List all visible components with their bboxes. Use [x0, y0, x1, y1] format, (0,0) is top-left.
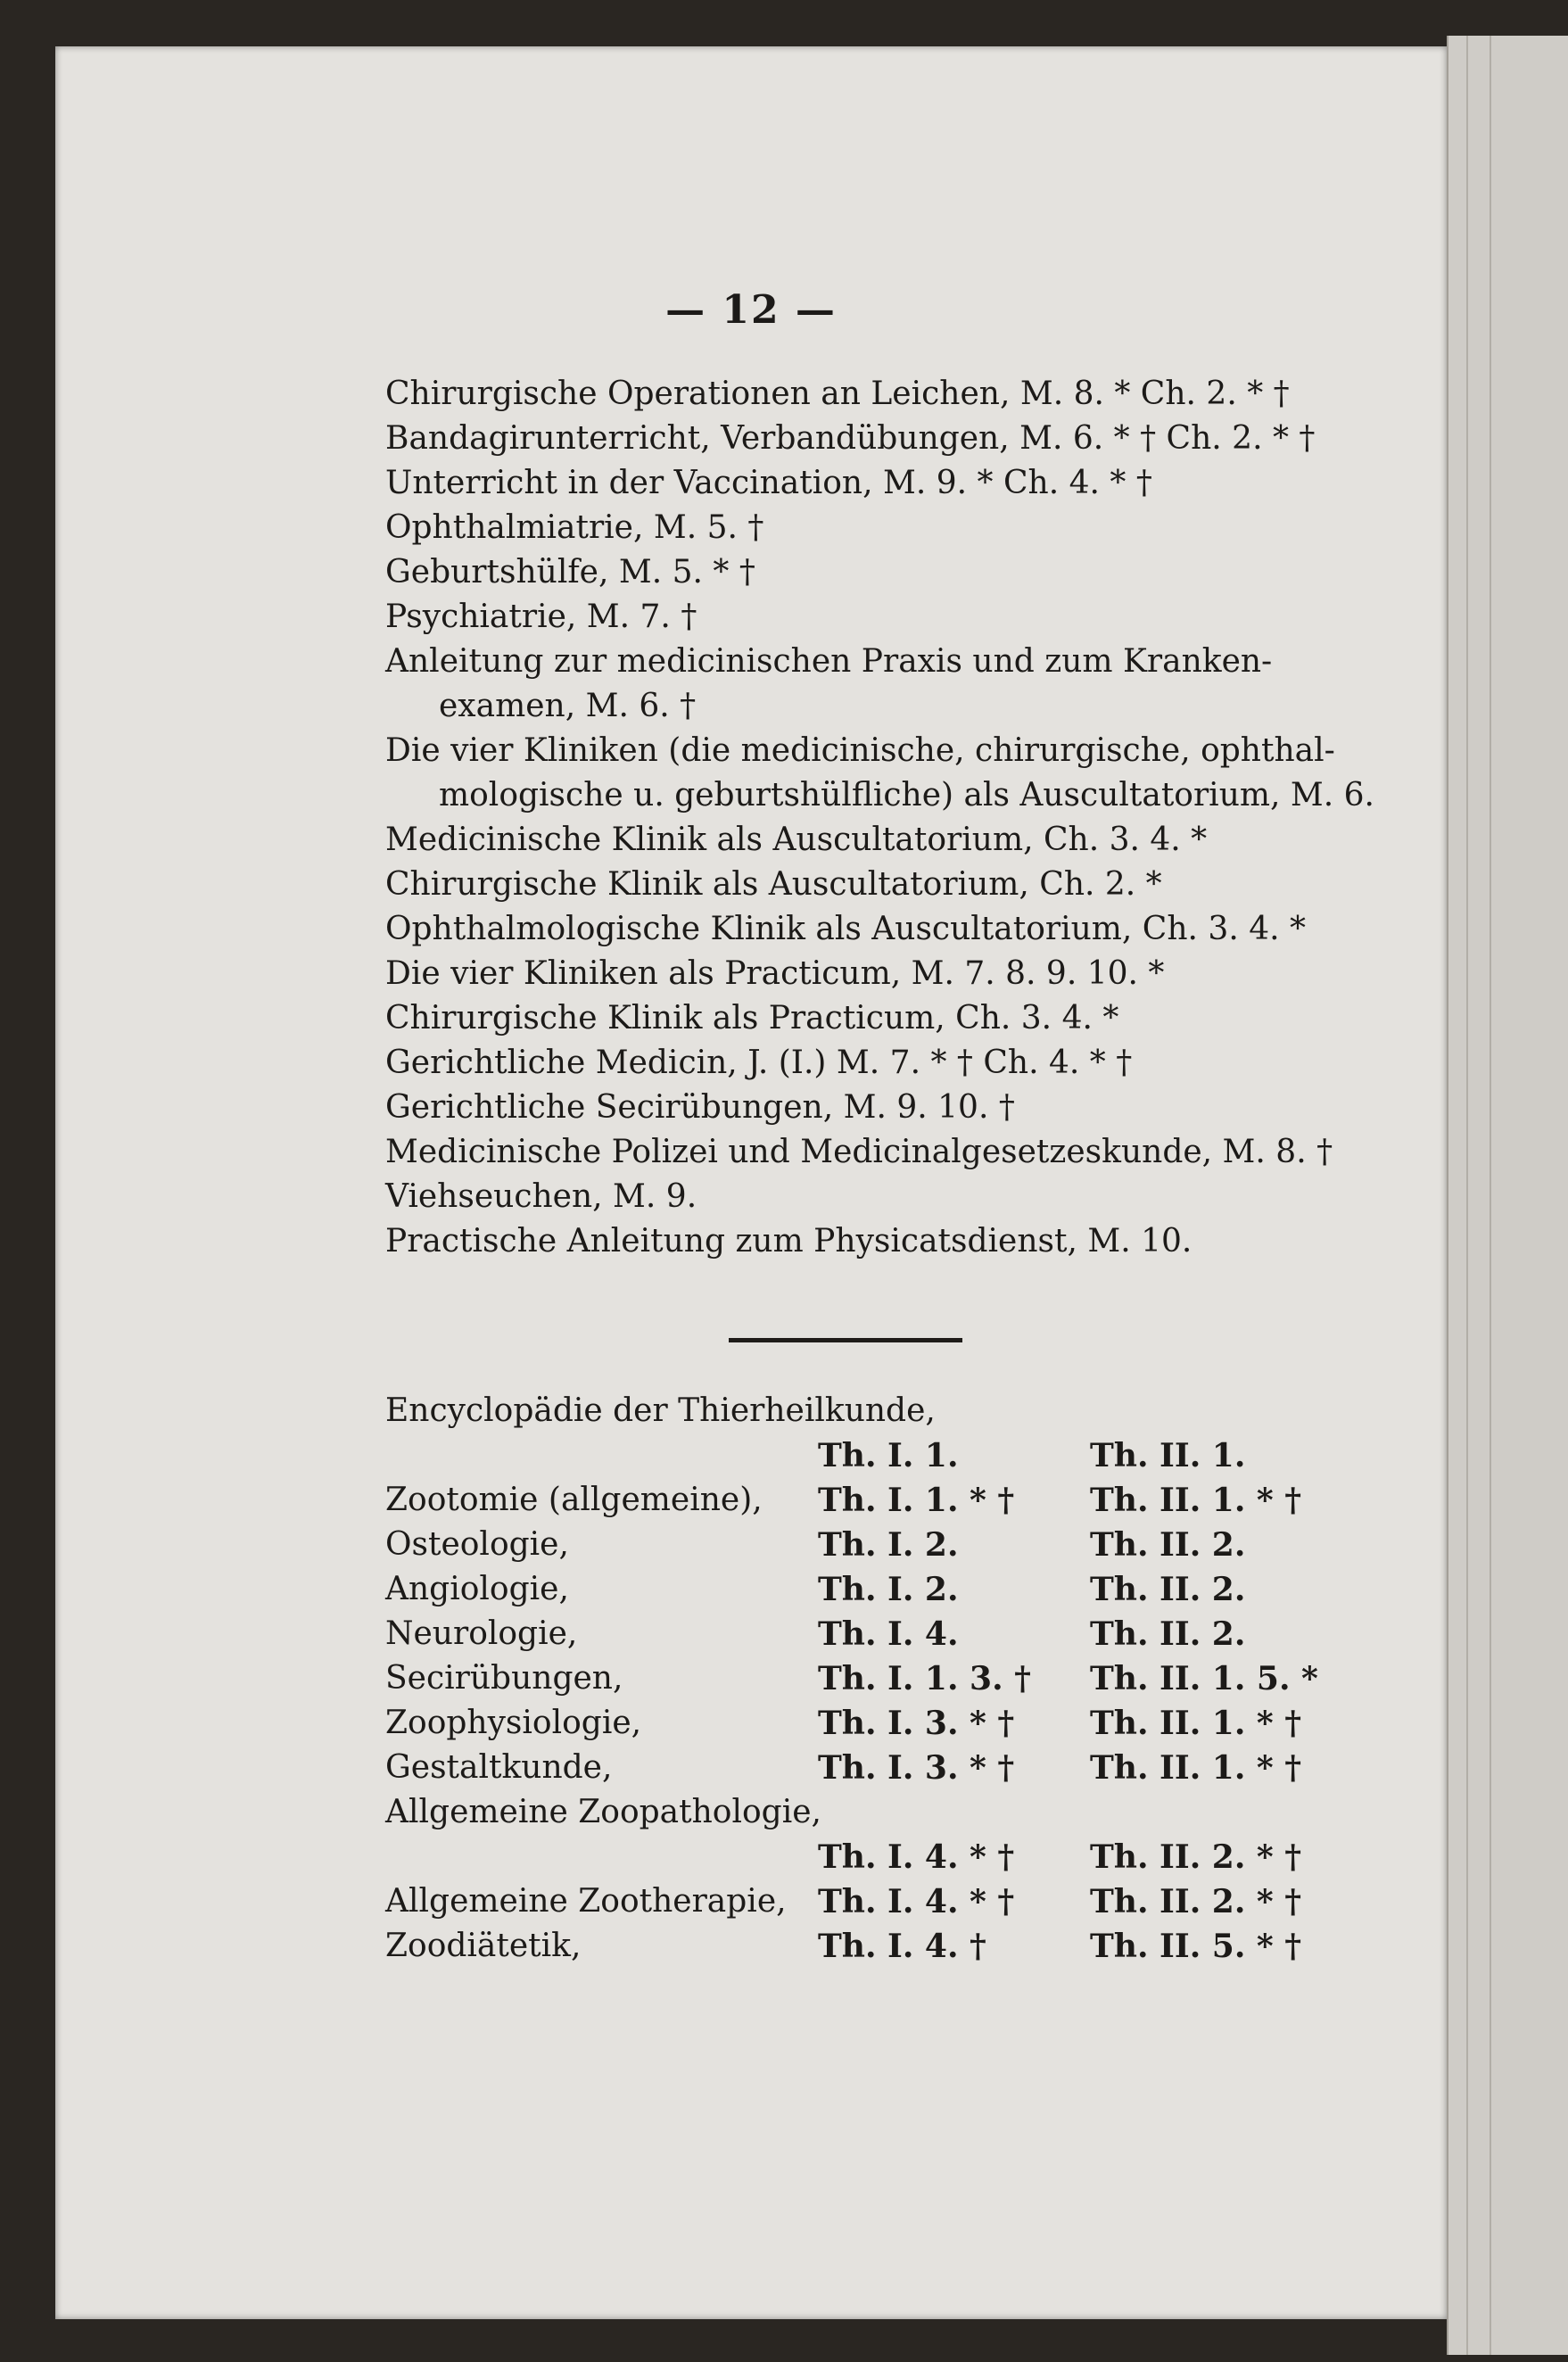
course-name: Zoophysiologie,	[385, 1705, 642, 1741]
table-row	[385, 1433, 1366, 1478]
th-i-cell: Th. I. 4. * †	[818, 1838, 1015, 1876]
text-line: Gerichtliche Medicin, J. (I.) M. 7. * † Ch. 4. * †	[385, 1045, 1133, 1081]
th-i-cell: Th. I. 1.	[818, 1437, 959, 1474]
text-line: examen, M. 6. †	[439, 688, 697, 724]
th-ii-cell: Th. II. 1. * †	[1090, 1482, 1302, 1519]
text-line: Practische Anleitung zum Physicatsdienst, M. 10.	[385, 1223, 1193, 1259]
th-i-cell: Th. I. 1. 3. †	[818, 1660, 1031, 1697]
text-line: Ophthalmiatrie, M. 5. †	[385, 509, 764, 546]
table-row	[385, 1879, 1366, 1924]
table-row	[385, 1790, 1366, 1835]
text-line: Gerichtliche Secirübungen, M. 9. 10. †	[385, 1089, 1015, 1126]
course-name: Secirübungen,	[385, 1660, 623, 1697]
course-name: Zootomie (allgemeine),	[385, 1482, 763, 1518]
veterinary-course-table	[385, 1389, 1366, 1969]
text-line: Psychiatrie, M. 7. †	[385, 599, 697, 635]
th-i-cell: Th. I. 2.	[818, 1526, 959, 1564]
th-i-cell: Th. I. 3. * †	[818, 1749, 1015, 1787]
th-i-cell: Th. I. 4. * †	[818, 1883, 1015, 1920]
course-name: Gestaltkunde,	[385, 1749, 613, 1786]
th-ii-cell: Th. II. 5. * †	[1090, 1928, 1302, 1965]
course-list	[385, 372, 1374, 1264]
book-page	[55, 46, 1447, 2319]
course-name: Allgemeine Zoopathologie,	[385, 1794, 821, 1830]
text-line: Anleitung zur medicinischen Praxis und zum Kranken-	[385, 643, 1273, 680]
text-line: Die vier Kliniken (die medicinische, chirurgische, ophthal-	[385, 732, 1335, 769]
th-ii-cell: Th. II. 1. * †	[1090, 1705, 1302, 1742]
th-ii-cell: Th. II. 2.	[1090, 1571, 1246, 1608]
text-line: Medicinische Polizei und Medicinalgesetzeskunde, M. 8. †	[385, 1134, 1333, 1170]
text-line: Ophthalmologische Klinik als Auscultatorium, Ch. 3. 4. *	[385, 911, 1306, 947]
th-i-cell: Th. I. 1. * †	[818, 1482, 1015, 1519]
text-line: Chirurgische Klinik als Practicum, Ch. 3. 4. *	[385, 1000, 1119, 1036]
course-name: Angiologie,	[385, 1571, 569, 1607]
text-line: Chirurgische Operationen an Leichen, M. 8. * Ch. 2. * †	[385, 376, 1290, 412]
course-name: Osteologie,	[385, 1526, 569, 1563]
th-ii-cell: Th. II. 2.	[1090, 1526, 1246, 1564]
th-i-cell: Th. I. 3. * †	[818, 1705, 1015, 1742]
th-i-cell: Th. I. 4. †	[818, 1928, 986, 1965]
table-row	[385, 1835, 1366, 1879]
th-ii-cell: Th. II. 2. * †	[1090, 1883, 1302, 1920]
text-line: mologische u. geburtshülfliche) als Auscultatorium, M. 6.	[439, 777, 1374, 813]
table-row	[385, 1523, 1366, 1567]
text-line: Chirurgische Klinik als Auscultatorium, Ch. 2. *	[385, 866, 1162, 903]
text-line: Medicinische Klinik als Auscultatorium, Ch. 3. 4. *	[385, 822, 1208, 858]
text-line: Viehseuchen, M. 9.	[385, 1178, 697, 1215]
text-line: Unterricht in der Vaccination, M. 9. * Ch. 4. * †	[385, 465, 1152, 501]
page-number: — 12 —	[665, 287, 837, 333]
text-line: Bandagirunterricht, Verbandübungen, M. 6. * † Ch. 2. * †	[385, 420, 1316, 457]
table-row	[385, 1567, 1366, 1612]
th-ii-cell: Th. II. 2.	[1090, 1615, 1246, 1653]
th-i-cell: Th. I. 4.	[818, 1615, 959, 1653]
section-divider	[729, 1338, 962, 1342]
th-ii-cell: Th. II. 1.	[1090, 1437, 1246, 1474]
th-ii-cell: Th. II. 1. 5. *	[1090, 1660, 1318, 1697]
course-name: Neurologie,	[385, 1615, 578, 1652]
text-line: Geburtshülfe, M. 5. * †	[385, 554, 755, 590]
course-name: Allgemeine Zootherapie,	[385, 1883, 787, 1920]
text-line: Die vier Kliniken als Practicum, M. 7. 8. 9. 10. *	[385, 955, 1165, 992]
table-row	[385, 1478, 1366, 1523]
table-row	[385, 1612, 1366, 1656]
table-row	[385, 1701, 1366, 1746]
table-row	[385, 1656, 1366, 1701]
table-row	[385, 1924, 1366, 1969]
table-row	[385, 1746, 1366, 1790]
th-ii-cell: Th. II. 1. * †	[1090, 1749, 1302, 1787]
course-name: Encyclopädie der Thierheilkunde,	[385, 1392, 936, 1429]
th-i-cell: Th. I. 2.	[818, 1571, 959, 1608]
course-name: Zoodiätetik,	[385, 1928, 582, 1964]
adjacent-page-edge	[1447, 36, 1568, 2355]
table-row	[385, 1389, 1366, 1433]
th-ii-cell: Th. II. 2. * †	[1090, 1838, 1302, 1876]
